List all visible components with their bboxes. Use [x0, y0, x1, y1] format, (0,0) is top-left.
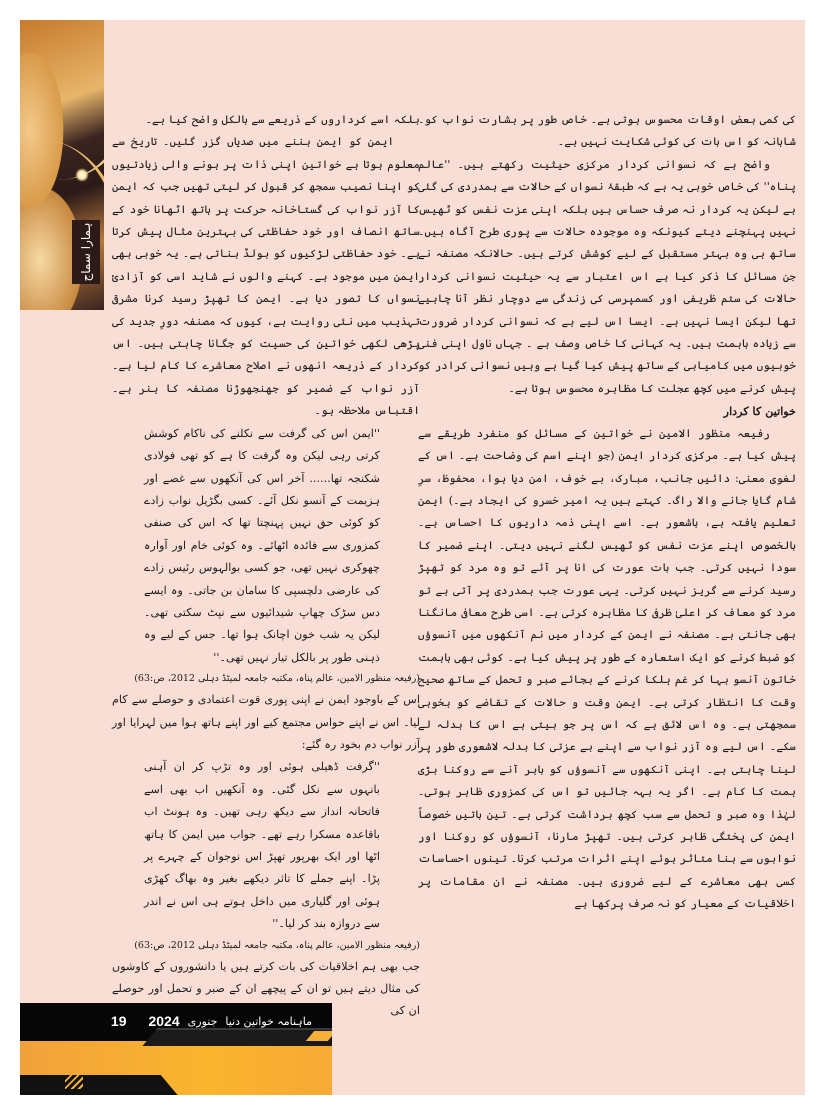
sidebar-gold-artwork — [20, 20, 104, 310]
article-column-right — [418, 109, 796, 916]
issue-month: جنوری — [187, 1014, 218, 1028]
footer-stripes-decoration — [65, 1073, 83, 1089]
paragraph: واضح ہے کہ نسوانی کردار مرکزی حیثیت رکھتے ہیں۔ ''عالم پناہ'' کی خاص خوبی یہ ہے کہ طبقۂ نسواں کے حالات سے ہمدردی کی گئی ہے لیکن یہ کردار نہ صرف حساس ہیں بلکہ اپنی عزت نفس کو ٹھیس نہیں پہنچنے دیتے کیونکہ وہ موجودہ حالات سے پوری طرح آگاہ ہیں۔ ساتھ ہی وہ بہتر مستقبل کے لیے کوشش کرتے ہیں۔ حالانکہ مصنفہ نے جن مسائل کا ذکر کیا ہے اس اعتبار سے یہ حیثیت نسوانی کردار حالات کی ستم ظریفی اور کسمپرسی کی زندگی سے دوچار نظر آنا چاہیے تھا لیکن ایسا نہیں ہے۔ ایسا اس لیے ہے کہ نسوانی کردار ضرورت سے زیادہ باہمت ہیں۔ یہ کہانی کا خاص وصف ہے ۔ جہاں ناول اپنی فنی خوبیوں میں کامیابی کے ساتھ پیش کیا گیا ہے وہیں نسوانی کرادر کو پیش کرنے میں کچھ عجلت کا مظاہرہ محسوس ہوتا ہے۔ — [418, 157, 796, 395]
paragraph: رفیعہ منظور الامین نے خواتین کے مسائل کو منفرد طریقے سے پیش کیا ہے۔ مرکزی کردار ایمن (جو اپنے اسم کی وضاحت ہے۔ اس کے لغوی معنی: دائیں جانب، مبارک، بے خوف، امن دیا ہوا، محفوظ، سرِ شام گایا جانے والا راگ۔ کہتے ہیں یہ امیر خسرو کی ایجاد ہے۔) ایمن تعلیم یافتہ ہے، باشعور ہے۔ اسے اپنی ذمہ داریوں کا احساس ہے۔ بالخصوص اپنے عزت نفس کو ٹھیس لگنے نہیں دیتی۔ اپنے ضمیر کا سودا نہیں کرتی۔ جب بات عورت کی انا پر آئے تو وہ مرد کو تھپڑ رسید کرنے سے گریز نہیں کرتی۔ یہی عورت جب ہمدردی پر آتی ہے تو مرد کو معاف کر اعلیٰ ظرفی کا مظاہرہ کرتی ہے۔ اسی طرح معافی مانگنا بھی جانتی ہے۔ مصنفہ نے ایمن کے کردار میں نم آنکھوں میں آنسوؤں کو ضبط کرنے کو ایک استعارہ کے طور پر پیش کیا ہے۔ کوئی بھی باہمت خاتون آنسو بہا کر غم ہلکا کرنے کے بجائے صبر و تحمل کے ساتھ صحیح وقت کا انتظار کرتی ہے۔ ایمن وقت و حالات کے تقاضے کو بخوبی سمجھتی ہے۔ وہ اس لائق ہے کہ اس پر جو بیتی ہے اس کا بدلہ لے سکے۔ اس لیے وہ آزر نواب سے اپنے بے عزتی کا بدلہ لاشعوری طور پر لینا چاہتی ہے۔ اپنی آنکھوں سے آنسوؤں کو باہر آنے سے روکنا بڑی ہمت کا کام ہے۔ اگر یہ بہہ جائیں تو اس کی کمزوری ظاہر ہوتی۔ لہٰذا وہ صبر و تحمل سے سب کچھ برداشت کرتی ہے۔ تین باتیں خصوصاً ایمن کی پختگی ظاہر کرتی ہیں۔ تھپڑ مارنا، آنسوؤں کو روکنا اور نوابوں سے بنا متاثر ہوئے اپنے اثرات مرتب کرنا۔ تینوں احساسات کسی بھی معاشرے کے لیے ضروری ہیں۔ مصنفہ نے ان مقامات پر اخلاقیات کے معیار کو نہ صرف پرکھا ہے — [418, 426, 796, 911]
article-column-left — [112, 109, 420, 1023]
paragraph: کی کمی بعض اوقات محسوس ہوتی ہے۔ خاص طور پر بشارت نواب کو۔ شاہانہ کو اس بات کی کوئی شکایت نہیں ہے۔ — [418, 113, 796, 149]
footer-slant-decoration — [142, 1028, 332, 1046]
magazine-name: ماہنامہ خواتین دنیا — [225, 1014, 312, 1028]
paragraph: ایمن کو ایمن بننے میں صدیاں گزر گئیں۔ تاریخ سے معلوم ہوتا ہے خواتین اپنی ذات پر ہونے والی زیادتیوں کو اپنا نصیب سمجھ کر قبول کر لیتی تھیں جب کہ ایمن کا آزر نواب کی گستاخانہ حرکت پر ہاتھ اٹھانا خود کے ساتھ انصاف اور خود حفاظتی کی بہترین مثال پیش کرتا ہے۔ خود حفاظتی لڑکیوں کو بولڈ بناتی ہے۔ یہ خوبی بھی ایمن میں موجود ہے۔ کہنے والوں نے شاید اسی کو آزادیٔ نسواں کا تصور دیا ہے۔ ایمن کا تھپڑ رسید کرنا مشرقی تہذیب میں نئی روایت ہے، کیوں کہ مصنفہ دورِ جدید کی پڑھی لکھی خواتین کی حسیت کو جگانا چاہتی ہیں۔ اس کردار کے ذریعہ انھوں نے اصلاح معاشرے کا کام لیا ہے۔ آزر نواب کے ضمیر کو جھنجھوڑنا مصنفہ کا ہنر ہے۔ اقتباس ملاحظہ ہو۔ — [112, 135, 420, 418]
section-heading: خواتین کا کردار — [723, 404, 796, 419]
citation: (رفیعہ منظور الامین، عالم پناہ، مکتبہ جامعہ لمیٹڈ دہلی 2012، ص:63) — [134, 939, 420, 951]
paragraph: جب بھی ہم اخلاقیات کی بات کرتے ہیں یا دانشوروں کے کاوشوں کی مثال دیتے ہیں تو ان کے پیچھے ان کے صبر و تحمل اور حوصلے ان کی — [112, 959, 420, 1018]
footer-text — [111, 1013, 312, 1029]
page-footer — [20, 1003, 332, 1095]
section-label-box — [72, 220, 100, 284]
section-label: ہمارا سماج — [79, 222, 93, 282]
block-quote: ''ایمن اس کی گرفت سے نکلنے کی ناکام کوشش کرتی رہی لیکن وہ گرفت کا ہے کو تھی فولادی شکنجہ تھا...... آخر اس کی آنکھوں سے غصے اور ہزیمت کے آنسو نکل آئے۔ کسی بگڑیل نواب زادے کو کوئی حق نہیں پہنچتا تھا کہ اس کی صنفی کمزوری سے فائدہ اٹھائے۔ وہ کوئی خام اور آوارہ چھوکری نہیں تھی، جو کسی بوالہوس رئیس زادے کی عارضی دلچسپی کا سامان بن جاتی۔ وہ ایسے دس سڑک چھاپ شیدائیوں سے نپٹ سکتی تھی۔ لیکن یہ شب خون اچانک ہوا تھا۔ جس کے لیے وہ ذہنی طور پر بالکل تیار نہیں تھی۔'' — [144, 426, 380, 664]
sparkle-icon — [75, 168, 89, 182]
block-quote: ''گرفت ڈھیلی ہوئی اور وہ تڑپ کر ان آہنی بانہوں سے نکل گئی۔ وہ آنکھیں اب بھی اسے فاتحانہ انداز سے دیکھ رہی تھیں۔ وہ ہونٹ اب باقاعدہ مسکرا رہے تھے۔ جواب میں ایمن کا ہاتھ اٹھا اور ایک بھرپور تھپڑ اس نوجوان کے چہرے پر پڑا۔ اپنے جملے کا تاثر دیکھے بغیر وہ بھاگ کھڑی ہوئی اور گلیاری میں داخل ہوتے ہی اس نے اندر سے دروازہ بند کر لیا۔'' — [144, 760, 380, 931]
footer-slant-decoration — [20, 1075, 179, 1095]
paragraph: بلکہ اسے کرداروں کے ذریعے سے بالکل واضح کیا ہے۔ — [145, 113, 420, 126]
issue-year: 2024 — [148, 1013, 180, 1029]
page-number: 19 — [110, 1013, 127, 1029]
paragraph: اس کے باوجود ایمن نے اپنی پوری قوت اعتمادی و حوصلے سے کام لیا۔ اس نے اپنے حواس مجتمع کیے اور اپنے ہاتھ ہوا میں لہرایا اور آزر نواب دم بخود رہ گئے: — [112, 693, 420, 751]
citation: (رفیعہ منظور الامین، عالم پناہ، مکتبہ جامعہ لمیٹڈ دہلی 2012، ص:63) — [134, 673, 420, 685]
